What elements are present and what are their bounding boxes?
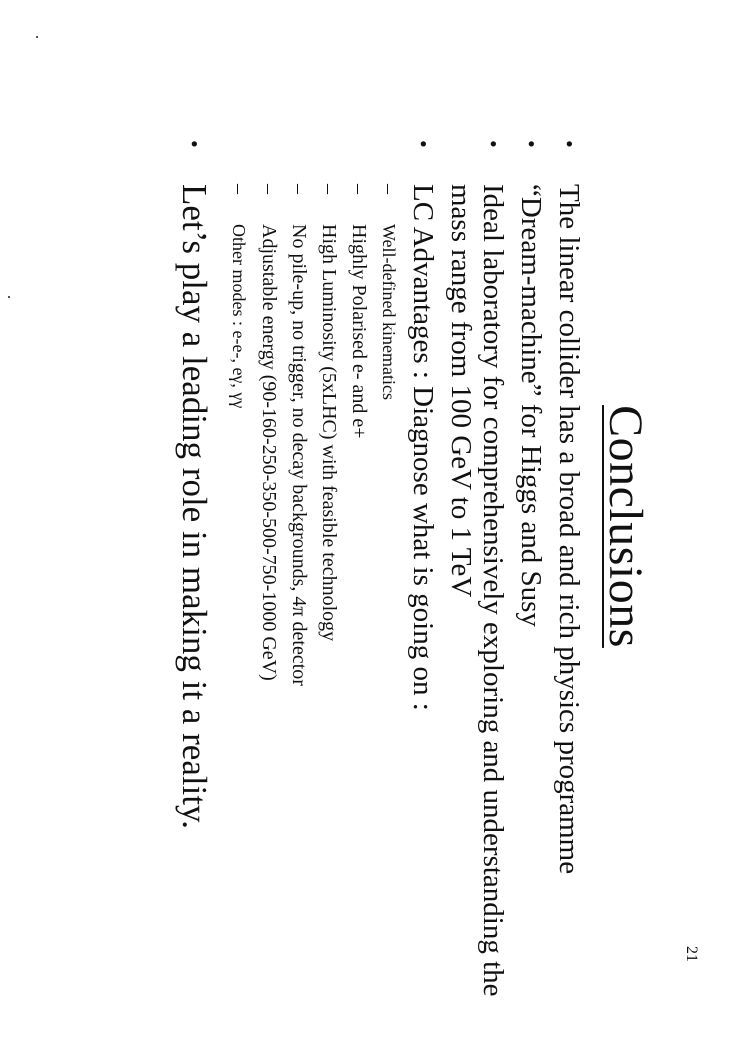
sub-item [376, 184, 401, 1000]
final-bullet-text: Let’s play a leading role in making it a reality. [175, 184, 214, 830]
sub-item-text: Other modes : e-e-, eγ, γγ [229, 224, 249, 409]
bullet-item [445, 140, 509, 1000]
sub-item-text: Well-defined kinematics [379, 224, 399, 400]
sub-item [346, 184, 371, 1000]
dash-marker: – [288, 184, 310, 194]
bullet-list [168, 140, 585, 1000]
sub-list [226, 184, 401, 1000]
sub-item-text: Adjustable energy (90-160-250-350-500-750-1000 GeV) [258, 224, 280, 681]
bullet-marker: • [557, 140, 582, 148]
bullet-marker: • [411, 140, 436, 148]
sub-item [316, 184, 341, 1000]
dash-marker: – [228, 184, 250, 194]
dash-marker: – [348, 184, 370, 194]
bullet-text: The linear collider has a broad and rich physics programme [553, 184, 585, 875]
bullet-marker: • [182, 140, 207, 148]
bullet-text: LC Advantages : Diagnose what is going on : [407, 184, 439, 711]
slide-title: Conclusions [599, 405, 652, 648]
sub-item-text: Highly Polarised e- and e+ [348, 224, 370, 439]
dash-marker: – [258, 184, 280, 194]
sub-item-text: High Luminosity (5xLHC) with feasible technology [318, 224, 340, 642]
bullet-item [553, 140, 585, 1000]
page-number: 21 [683, 946, 700, 962]
bullet-text: Ideal laboratory for comprehensively exploring and understanding the mass range from 100 GeV to 1 TeV [445, 184, 509, 997]
bullet-marker: • [519, 140, 544, 148]
bullet-marker: • [481, 140, 506, 148]
sub-item [286, 184, 311, 1000]
dash-marker: – [378, 184, 400, 194]
bullet-item [226, 140, 439, 1000]
sub-item [256, 184, 281, 1000]
sub-item [226, 184, 251, 1000]
sub-item-text: No pile-up, no trigger, no decay backgrounds, 4π detector [288, 224, 310, 686]
bullet-item [515, 140, 547, 1000]
dash-marker: – [318, 184, 340, 194]
bullet-text: “Dream-machine” for Higgs and Susy [515, 184, 547, 627]
final-bullet-item [174, 140, 214, 1000]
